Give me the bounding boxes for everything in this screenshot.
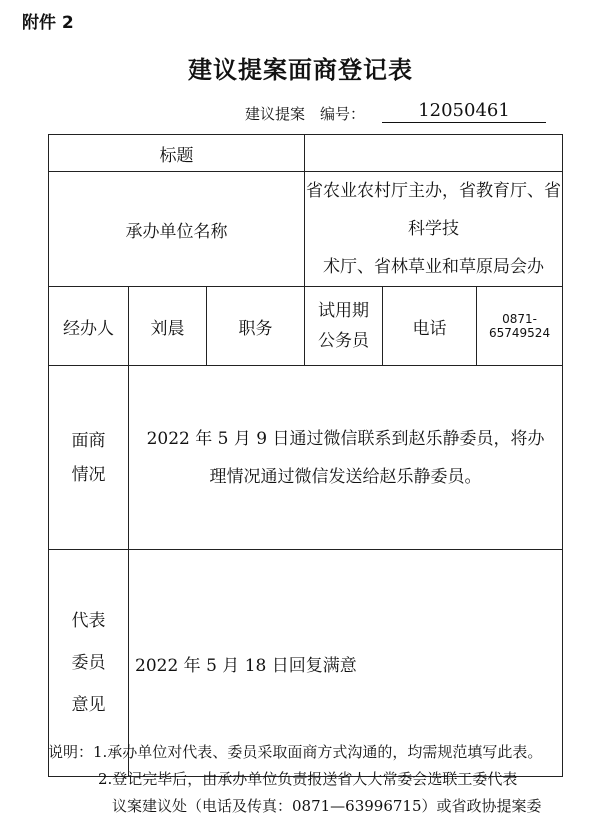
handler-value: 刘晨 bbox=[129, 287, 207, 366]
handler-label: 经办人 bbox=[49, 287, 129, 366]
org-label: 承办单位名称 bbox=[49, 172, 305, 287]
registration-table bbox=[48, 134, 563, 777]
note-line-1: 说明：1.承办单位对代表、委员采取面商方式沟通的，均需规范填写此表。 bbox=[48, 743, 543, 761]
phone-label: 电话 bbox=[383, 287, 477, 366]
org-line-1: 省农业农村厅主办，省教育厅、省科学技 bbox=[306, 181, 562, 239]
note-line-3: 议案建议处（电话及传真：0871—63996715）或省政协提案委 bbox=[112, 797, 542, 815]
position-line-1: 试用期 bbox=[318, 301, 370, 321]
row-meeting bbox=[49, 366, 563, 550]
row-title bbox=[49, 135, 563, 172]
opinion-label-2: 委员 bbox=[71, 653, 106, 673]
number-label: 建议提案 编号： bbox=[245, 105, 366, 123]
opinion-label-1: 代表 bbox=[71, 611, 106, 631]
org-line-2: 术厅、省林草业和草原局会办 bbox=[323, 257, 545, 277]
position-value bbox=[305, 287, 383, 366]
row-organization bbox=[49, 172, 563, 287]
number-value: 12050461 bbox=[382, 100, 546, 123]
title-value bbox=[305, 135, 563, 172]
phone-value: 0871-65749524 bbox=[477, 287, 563, 366]
meeting-label-1: 面商 bbox=[71, 430, 106, 451]
org-value bbox=[305, 172, 563, 287]
note-line-2: 2.登记完毕后，由承办单位负责报送省人大常委会选联工委代表 bbox=[98, 770, 518, 788]
position-line-2: 公务员 bbox=[318, 331, 370, 351]
meeting-line-1: 2022 年 5 月 9 日通过微信联系到赵乐静委员，将办 bbox=[146, 428, 545, 449]
meeting-value bbox=[129, 366, 563, 550]
row-handler bbox=[49, 287, 563, 366]
attachment-label: 附件 2 bbox=[22, 13, 74, 33]
meeting-label-2: 情况 bbox=[71, 464, 106, 485]
meeting-label bbox=[49, 366, 129, 550]
position-label: 职务 bbox=[207, 287, 305, 366]
title-label: 标题 bbox=[49, 135, 305, 172]
opinion-label-3: 意见 bbox=[71, 695, 106, 715]
page-title: 建议提案面商登记表 bbox=[188, 55, 413, 84]
meeting-line-2: 理情况通过微信发送给赵乐静委员。 bbox=[209, 466, 482, 487]
opinion-value: 2022 年 5 月 18 日回复满意 bbox=[129, 550, 563, 777]
